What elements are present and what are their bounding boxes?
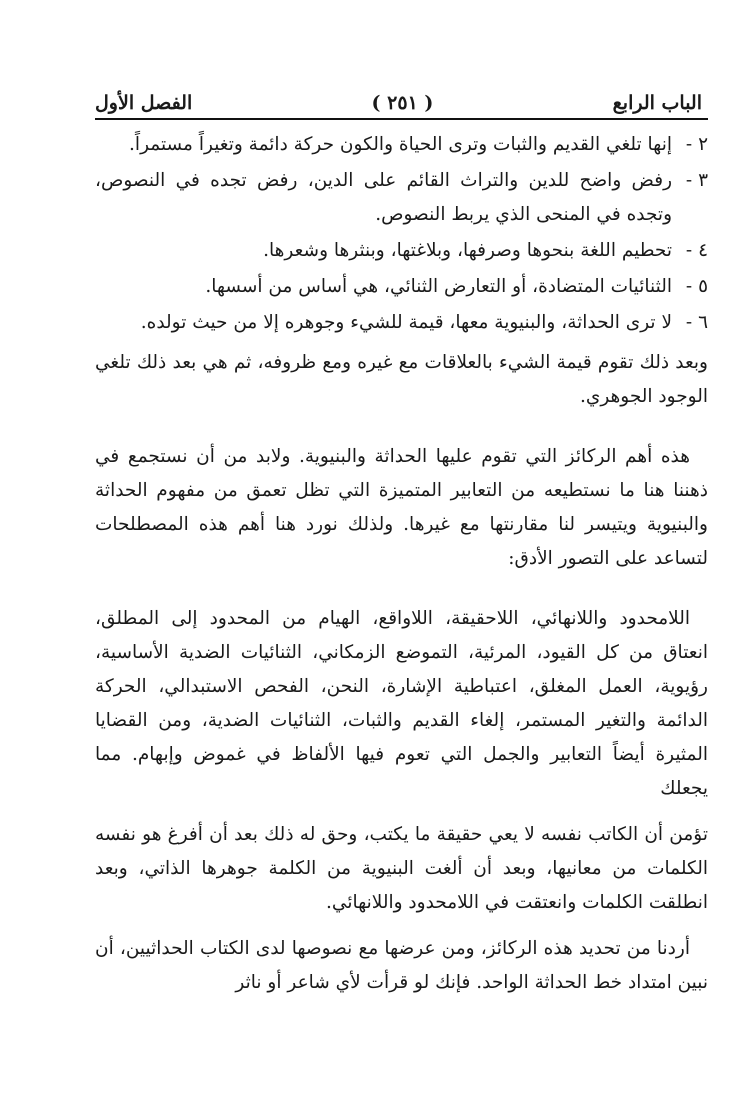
list-item <box>95 128 708 162</box>
list-item-number: ٢ - <box>685 134 708 155</box>
list-item-text: إنها تلغي القديم والثبات وترى الحياة والكون حركة دائمة وتغيراً مستمراً. <box>129 134 672 155</box>
list-item <box>95 306 708 340</box>
document-page <box>95 88 708 1081</box>
chapter-title: الباب الرابع <box>612 92 702 114</box>
paragraph-terms-list: اللامحدود واللانهائي، اللاحقيقة، اللاواقع، الهيام من المحدود إلى المطلق، انعتاق من كل القيود، المرئية، التموضع الزمكاني، الثنائيات الضدية الأساسية، رؤيوية، العمل المغلق، اعتباطية الإشارة، النحن، الفحص الاستبدالي، الحركة الدائمة والتغير المستمر، إلغاء القديم والثبات، الثنائيات الضدية، ومن القضايا المثيرة أيضاً التعابير والجمل التي تعوم فيها الألفاظ في غموض وإبهام. مما يجعلك <box>95 608 708 799</box>
list-item-number: ٣ - <box>685 170 708 191</box>
list-item-text: الثنائيات المتضادة، أو التعارض الثنائي، هي أساس من أسسها. <box>205 276 672 297</box>
paragraph-writer-meaning: تؤمن أن الكاتب نفسه لا يعي حقيقة ما يكتب، وحق له ذلك بعد أن أفرغ هو نفسه الكلمات من معانيها، وبعد أن ألغت البنيوية من الكلمة جوهرها الذاتي، وبعد انطلقت الكلمات وانعتقت في اللامحدود واللانهائي. <box>95 824 708 913</box>
paragraph-value-relations: وبعد ذلك تقوم قيمة الشيء بالعلاقات مع غيره ومع ظروفه، ثم هي بعد ذلك تلغي الوجود الجوهري. <box>95 352 708 407</box>
list-item-text: تحطيم اللغة بنحوها وصرفها، وبلاغتها، وبنثرها وشعرها. <box>263 240 672 261</box>
list-item-number: ٦ - <box>685 312 708 333</box>
running-header <box>95 88 708 120</box>
list-item-number: ٥ - <box>685 276 708 297</box>
list-item-text: لا ترى الحداثة، والبنيوية معها، قيمة للشيء وجوهره إلا من حيث تولده. <box>140 312 672 333</box>
list-item <box>95 270 708 304</box>
list-item-number: ٤ - <box>685 240 708 261</box>
section-title: الفصل الأول <box>95 92 193 114</box>
page-number: ( ٢٥١ ) <box>371 92 434 114</box>
paragraph-main-pillars: هذه أهم الركائز التي تقوم عليها الحداثة والبنيوية. ولابد من أن نستجمع في ذهننا هنا ما نستطيعه من التعابير المتميزة التي تظل تعمق من مفهوم الحداثة والبنيوية ويتيسر لنا مقارنتها مع غيرها. ولذلك نورد هنا أهم هذه المصطلحات لتساعد على التصور الأدق: <box>95 446 708 569</box>
numbered-list <box>95 128 708 340</box>
list-item-text: رفض واضح للدين والتراث القائم على الدين، رفض تجده في النصوص، وتجده في المنحى الذي يربط النصوص. <box>95 170 672 225</box>
page-body <box>95 128 708 1000</box>
list-item <box>95 164 708 232</box>
paragraph-modernity-line: أردنا من تحديد هذه الركائز، ومن عرضها مع نصوصها لدى الكتاب الحداثيين، أن نبين امتداد خط الحداثة الواحد. فإنك لو قرأت لأي شاعر أو ناثر <box>95 938 708 993</box>
list-item <box>95 234 708 268</box>
